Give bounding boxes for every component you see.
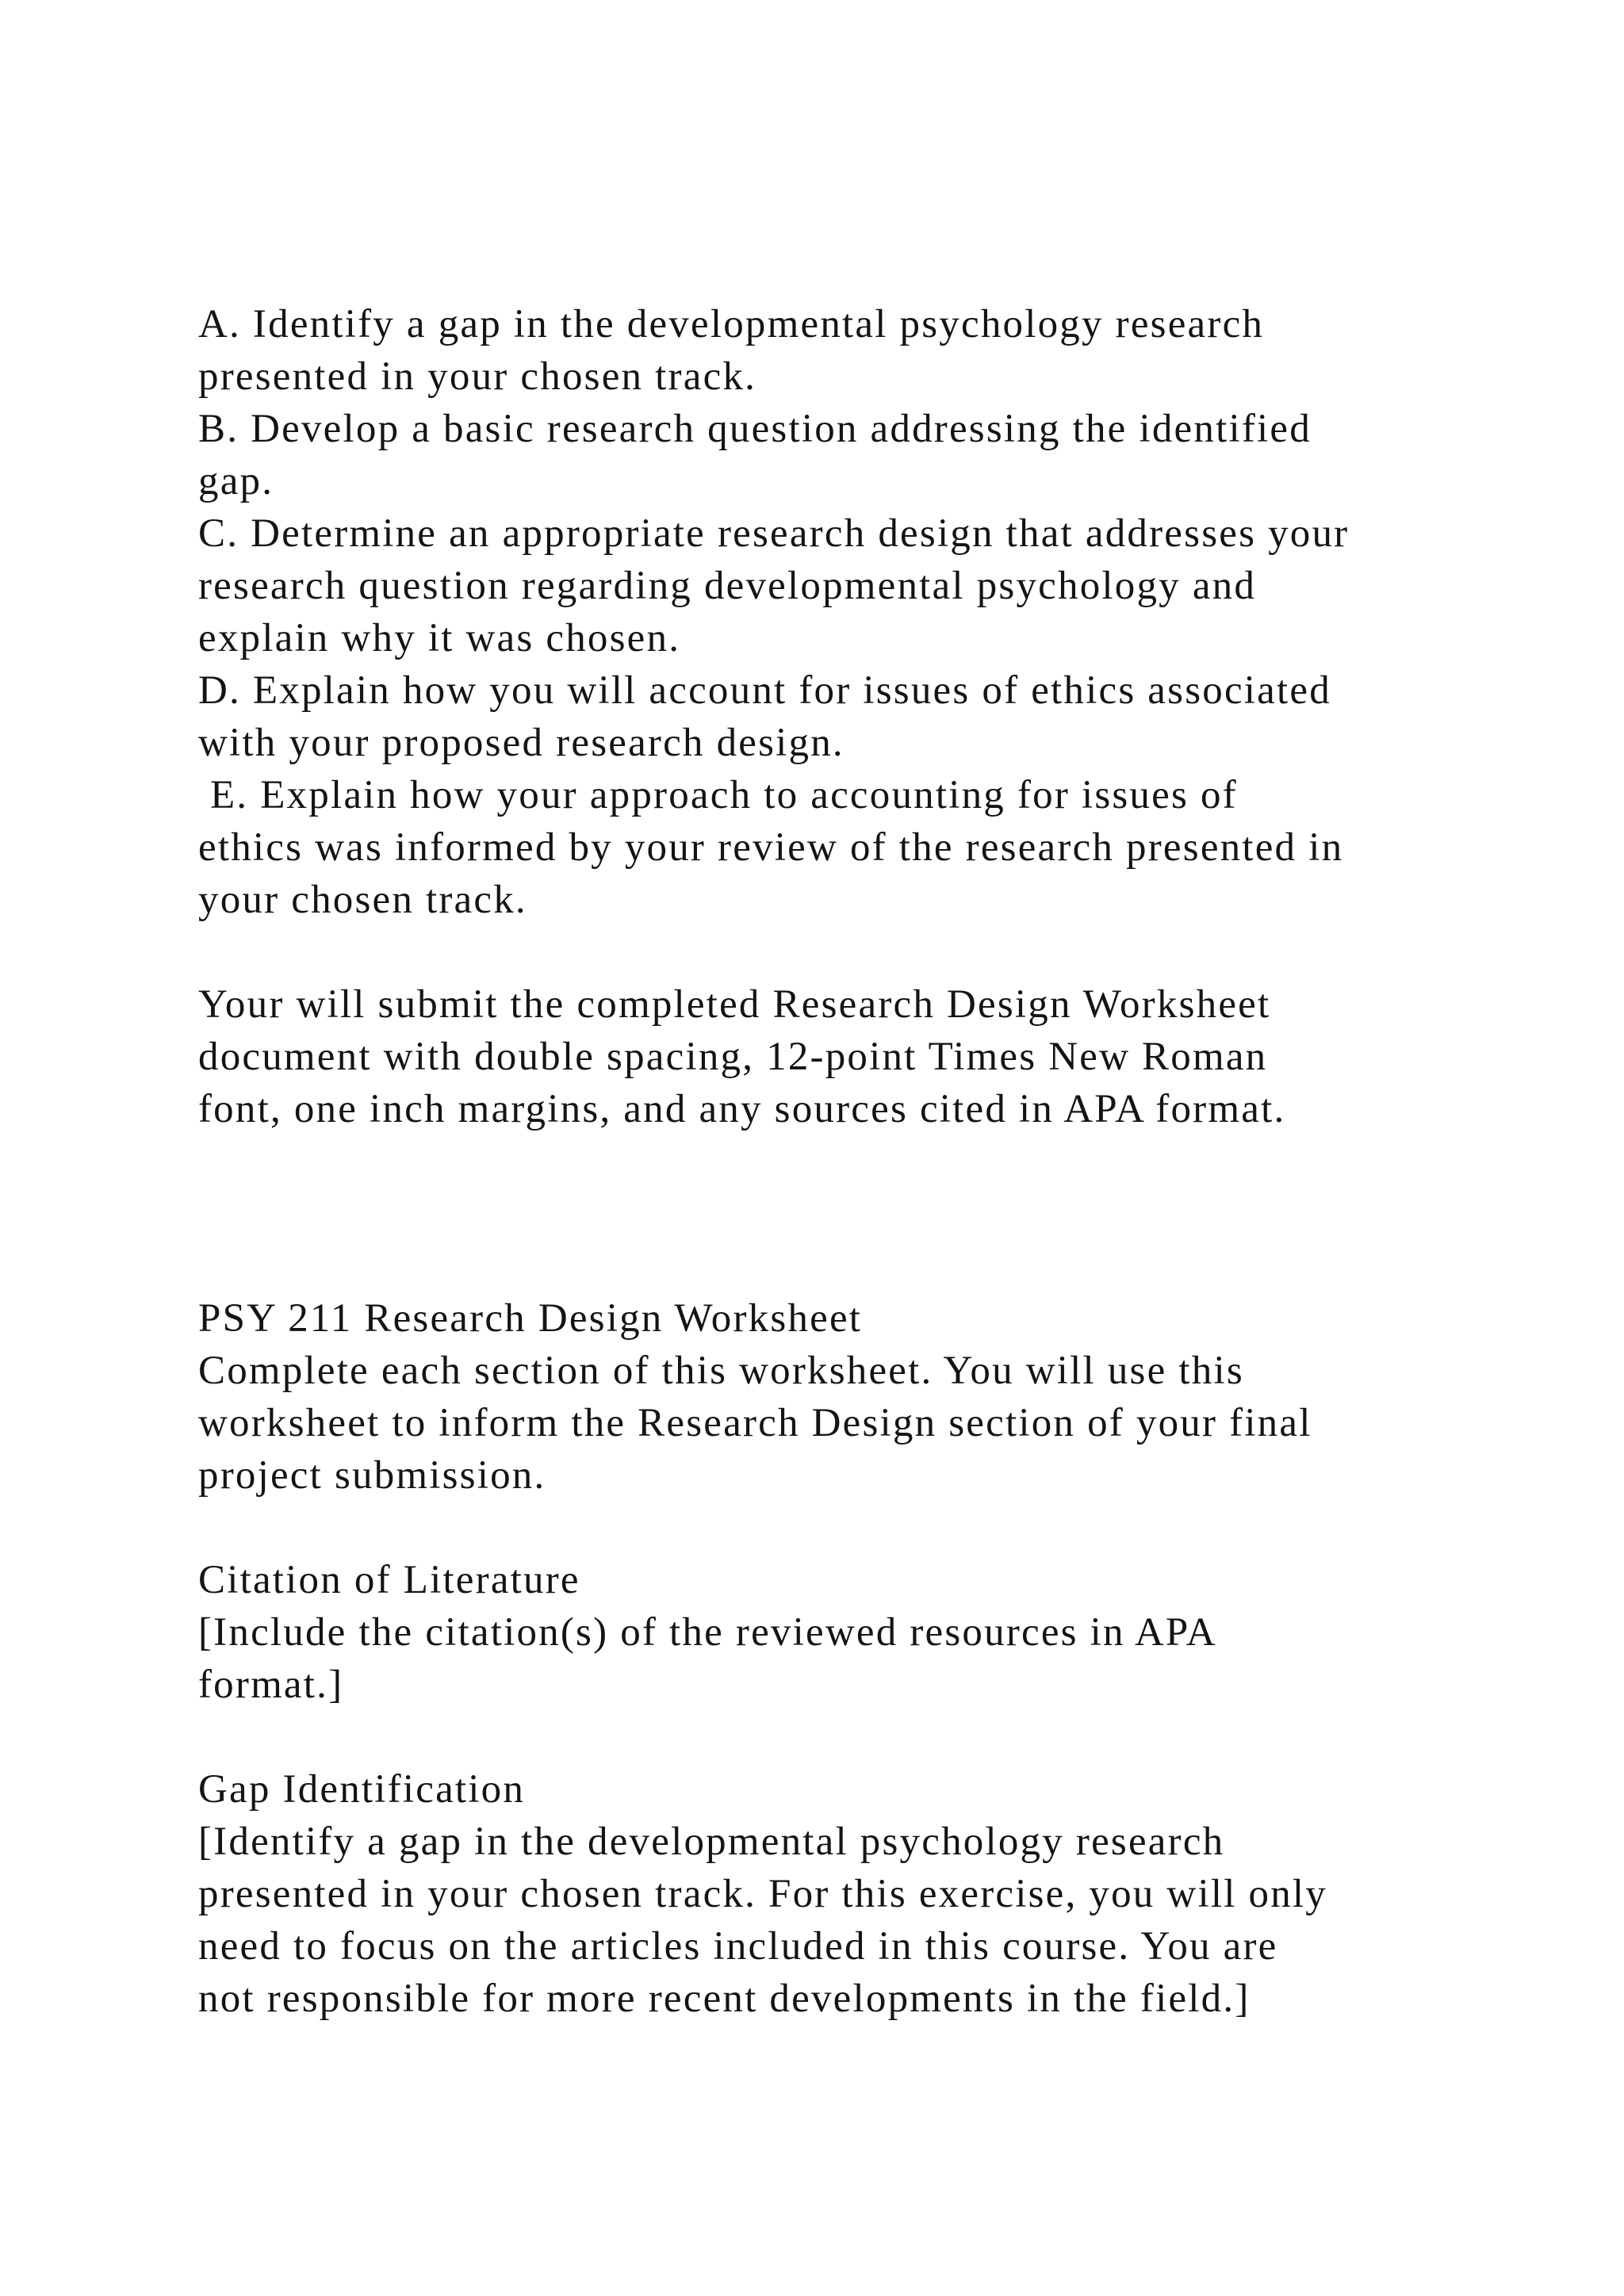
instruction-line: E. Explain how your approach to accounting for issues of [198, 773, 1238, 817]
blank-space [198, 1135, 1530, 1292]
blank-line [198, 926, 1530, 978]
blank-line [198, 1711, 1530, 1763]
section-body-line: need to focus on the articles included in this course. You are [198, 1924, 1278, 1969]
instruction-line: research question regarding developmental psychology and [198, 564, 1257, 608]
worksheet-intro-line: Complete each section of this worksheet. You will use this [198, 1349, 1244, 1393]
document-body [198, 298, 1530, 2025]
section-body-line: format.] [198, 1663, 344, 1707]
section-gap-identification [198, 1763, 1530, 2025]
submission-note-line: Your will submit the completed Research Design Worksheet [198, 982, 1271, 1027]
instruction-line: D. Explain how you will account for issues of ethics associated [198, 668, 1331, 713]
instruction-line: with your proposed research design. [198, 721, 845, 765]
instructions-list [198, 298, 1530, 926]
section-heading: Citation of Literature [198, 1558, 580, 1602]
instruction-line: ethics was informed by your review of the research presented in [198, 825, 1344, 870]
submission-note-line: document with double spacing, 12-point Times New Roman [198, 1035, 1268, 1079]
section-body-line: not responsible for more recent developments in the field.] [198, 1976, 1251, 2021]
section-heading: Gap Identification [198, 1767, 526, 1812]
instruction-line: presented in your chosen track. [198, 354, 757, 399]
instruction-line: B. Develop a basic research question addressing the identified [198, 407, 1312, 451]
worksheet-intro-line: project submission. [198, 1453, 546, 1498]
instruction-line: your chosen track. [198, 878, 527, 922]
blank-line [198, 1502, 1530, 1554]
instruction-line: A. Identify a gap in the developmental psychology research [198, 302, 1265, 346]
worksheet-title: PSY 211 Research Design Worksheet [198, 1296, 863, 1341]
worksheet-intro-line: worksheet to inform the Research Design section of your final [198, 1401, 1312, 1445]
section-citation-of-literature [198, 1554, 1530, 1711]
instruction-line: gap. [198, 459, 274, 503]
worksheet [198, 1292, 1530, 2025]
section-body-line: [Include the citation(s) of the reviewed resources in APA [198, 1610, 1217, 1655]
section-body-line: [Identify a gap in the developmental psychology research [198, 1820, 1225, 1864]
submission-note [198, 978, 1530, 1135]
submission-note-line: font, one inch margins, and any sources cited in APA format. [198, 1087, 1286, 1131]
section-body-line: presented in your chosen track. For this exercise, you will only [198, 1872, 1327, 1916]
instruction-line: explain why it was chosen. [198, 616, 681, 660]
instruction-line: C. Determine an appropriate research design that addresses your [198, 511, 1350, 556]
